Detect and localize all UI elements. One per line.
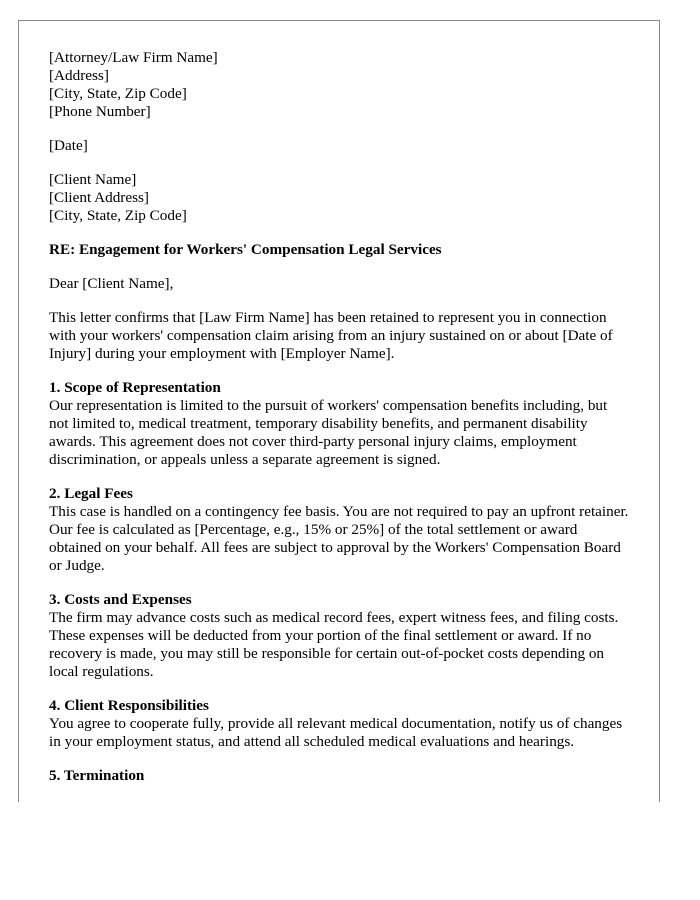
letter-content (19, 21, 659, 785)
section-scope (49, 379, 629, 469)
salutation: Dear [Client Name], (49, 275, 174, 292)
recipient-name: [Client Name] (49, 171, 137, 188)
section-body: This case is handled on a contingency fee basis. You are not required to pay an upfront retainer. Our fee is calculated as [Percentage, e.g., 15% or 25%] of the total settlement or award obtained on your behalf. All fees are subject to approval by the Workers' Compensation Board or Judge. (49, 503, 629, 574)
letter-page (18, 20, 660, 802)
sender-city: [City, State, Zip Code] (49, 85, 187, 102)
sender-name: [Attorney/Law Firm Name] (49, 49, 218, 66)
date-block (49, 137, 629, 155)
section-body: The firm may advance costs such as medical record fees, expert witness fees, and filing costs. These expenses will be deducted from your portion of the final settlement or award. If no recovery is made, you may still be responsible for certain out-of-pocket costs depending on local regulations. (49, 609, 619, 680)
section-body: Our representation is limited to the pursuit of workers' compensation benefits including, but not limited to, medical treatment, temporary disability benefits, and permanent disability awards. This agreement does not cover third-party personal injury claims, employment discrimination, or appeals unless a separate agreement is signed. (49, 397, 608, 468)
recipient-address: [Client Address] (49, 189, 149, 206)
sender-phone: [Phone Number] (49, 103, 151, 120)
section-body: You agree to cooperate fully, provide all relevant medical documentation, notify us of changes in your employment status, and attend all scheduled medical evaluations and hearings. (49, 715, 623, 750)
section-legal-fees (49, 485, 629, 575)
intro-paragraph: This letter confirms that [Law Firm Name] has been retained to represent you in connection with your workers' compensation claim arising from an injury sustained on or about [Date of Injury] during your employment with [Employer Name]. (49, 309, 613, 362)
subject-line: RE: Engagement for Workers' Compensation Legal Services (49, 241, 442, 258)
recipient-block (49, 171, 629, 225)
section-client-responsibilities (49, 697, 629, 751)
section-termination (49, 767, 629, 785)
section-costs (49, 591, 629, 681)
section-title: 3. Costs and Expenses (49, 591, 192, 608)
recipient-city: [City, State, Zip Code] (49, 207, 187, 224)
section-title: 1. Scope of Representation (49, 379, 221, 396)
sender-block (49, 49, 629, 121)
letter-date: [Date] (49, 137, 88, 154)
section-title: 2. Legal Fees (49, 485, 133, 502)
sender-address: [Address] (49, 67, 109, 84)
section-title: 4. Client Responsibilities (49, 697, 209, 714)
section-title: 5. Termination (49, 767, 145, 784)
